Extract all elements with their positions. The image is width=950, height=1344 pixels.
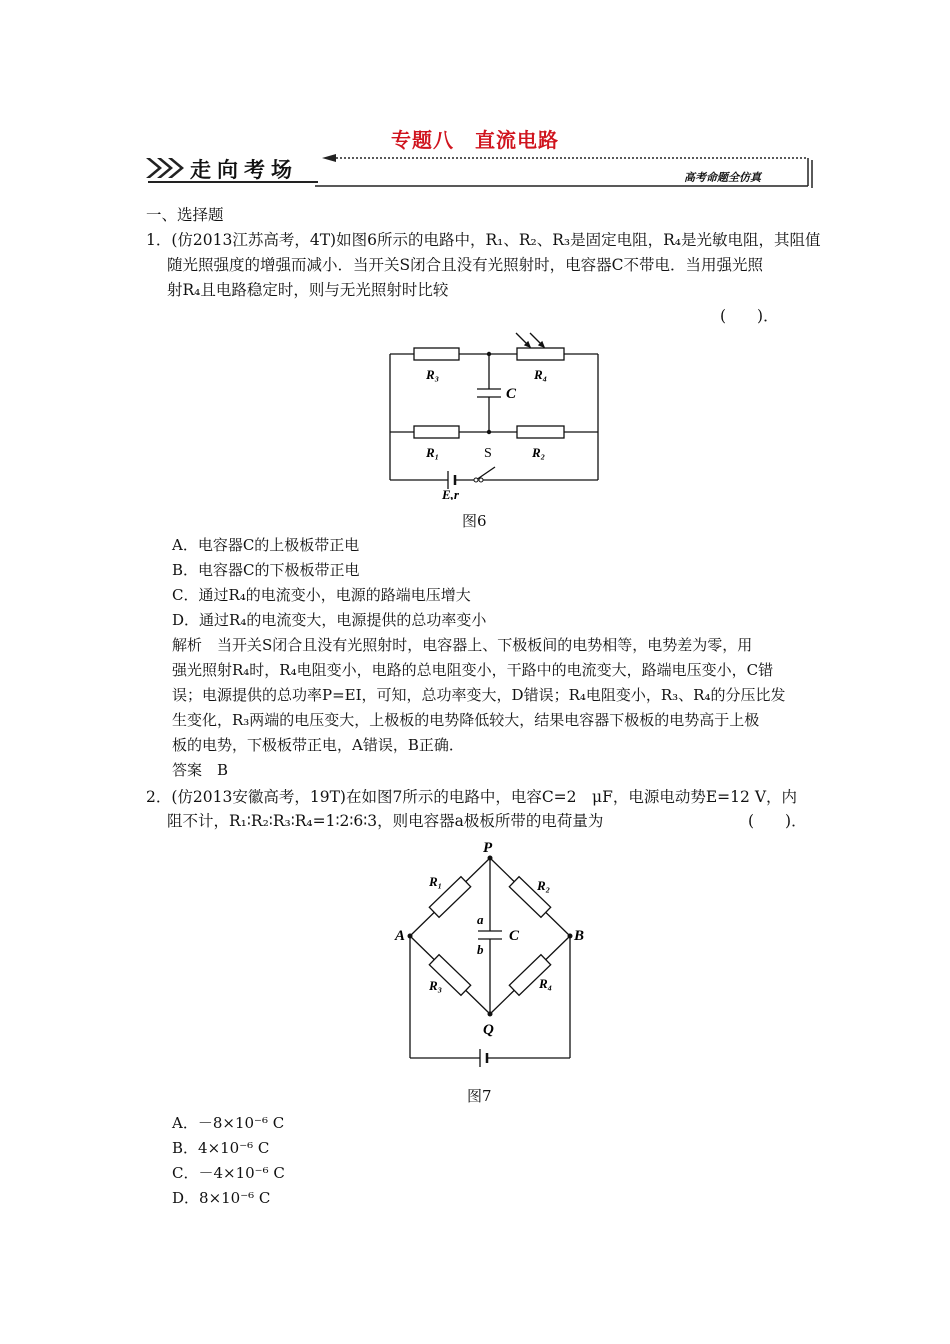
page-title: 专题八 直流电路 [391, 128, 559, 152]
q1-analysis-line-5: 板的电势，下极板带正电，A错误，B正确． [172, 736, 464, 754]
fig7-label-b: b [477, 942, 484, 957]
q1-answer: 答案 B [172, 761, 229, 779]
q2-line-1: 2．(仿2013安徽高考，19T)在如图7所示的电路中，电容C=2 μF，电源电动势E=12 V，内 [146, 788, 798, 806]
fig7-label-b-node: B [574, 928, 585, 944]
figure-6-caption: 图6 [462, 512, 487, 530]
fig7-label-r4: R₄ [539, 976, 553, 991]
q1-answer-paren: ( )． [720, 307, 779, 325]
resistor-r3 [414, 348, 459, 360]
fig7-label-r1: R₁ [429, 874, 443, 889]
figure-7-caption: 图7 [467, 1087, 492, 1105]
q1-line-1: 1．(仿2013江苏高考，4T)如图6所示的电路中，R₁、R₂、R₃是固定电阻，R₄是光敏电阻，其阻值 [146, 231, 821, 249]
q1-analysis-line-2: 强光照射R₄时，R₄电阻变小，电路的总电阻变小，干路中的电流变大，路端电压变小，C错 [172, 661, 774, 679]
q2-option-a: A．－8×10⁻⁶ C [172, 1114, 285, 1132]
photoresistor-r4 [517, 348, 564, 360]
figure-6-circuit [380, 325, 610, 500]
fig7-label-q: Q [483, 1022, 494, 1038]
q2-option-c: C．－4×10⁻⁶ C [172, 1164, 285, 1182]
fig6-label-r3: R₃ [426, 367, 440, 382]
resistor-r1 [414, 426, 459, 438]
q1-option-b: B．电容器C的下极板带正电 [172, 561, 360, 579]
resistor-r2 [517, 426, 564, 438]
fig7-label-a: a [477, 912, 484, 927]
q1-analysis-line-4: 生变化，R₃两端的电压变大，上极板的电势降低较大，结果电容器下极板的电势高于上极 [172, 711, 760, 729]
banner-right-label: 高考命题全仿真 [684, 171, 761, 184]
q2-option-b: B．4×10⁻⁶ C [172, 1139, 270, 1157]
banner-label: 走向考场 [190, 158, 298, 182]
fig6-label-s: S [484, 446, 492, 461]
section-heading: 一、选择题 [146, 206, 224, 224]
fig7-label-r2: R₂ [537, 878, 551, 893]
fig6-label-c: C [506, 386, 517, 402]
q1-line-2: 随光照强度的增强而减小．当开关S闭合且没有光照射时，电容器C不带电．当用强光照 [167, 256, 763, 274]
fig6-label-r1: R₁ [426, 445, 440, 460]
fig6-label-er: E,r [442, 487, 459, 500]
q1-analysis-line-1: 解析 当开关S闭合且没有光照射时，电容器上、下极板间的电势相等，电势差为零，用 [172, 636, 753, 654]
fig6-label-r2: R₂ [532, 445, 546, 460]
q1-line-3: 射R₄且电路稳定时，则与无光照射时比较 [167, 281, 449, 299]
q1-option-c: C．通过R₄的电流变小，电源的路端电压增大 [172, 586, 471, 604]
fig7-label-a-node: A [395, 928, 406, 944]
q2-answer-paren: ( )． [748, 812, 807, 830]
fig6-label-r4: R₄ [534, 367, 548, 382]
q1-option-a: A．电容器C的上极板带正电 [172, 536, 360, 554]
figure-7-circuit [385, 838, 595, 1068]
double-chevron-icon [146, 158, 184, 178]
fig7-label-p: P [483, 840, 493, 856]
fig7-label-r3: R₃ [429, 978, 443, 993]
q2-option-d: D．8×10⁻⁶ C [172, 1189, 271, 1207]
q2-line-2: 阻不计，R₁∶R₂∶R₃∶R₄=1∶2∶6∶3，则电容器a极板所带的电荷量为 [167, 812, 604, 830]
fig7-label-c: C [509, 928, 520, 944]
q1-option-d: D．通过R₄的电流变大，电源提供的总功率变小 [172, 611, 487, 629]
q1-analysis-line-3: 误；电源提供的总功率P=EI，可知，总功率变大，D错误；R₄电阻变小，R₃、R₄的分压比发 [172, 686, 786, 704]
